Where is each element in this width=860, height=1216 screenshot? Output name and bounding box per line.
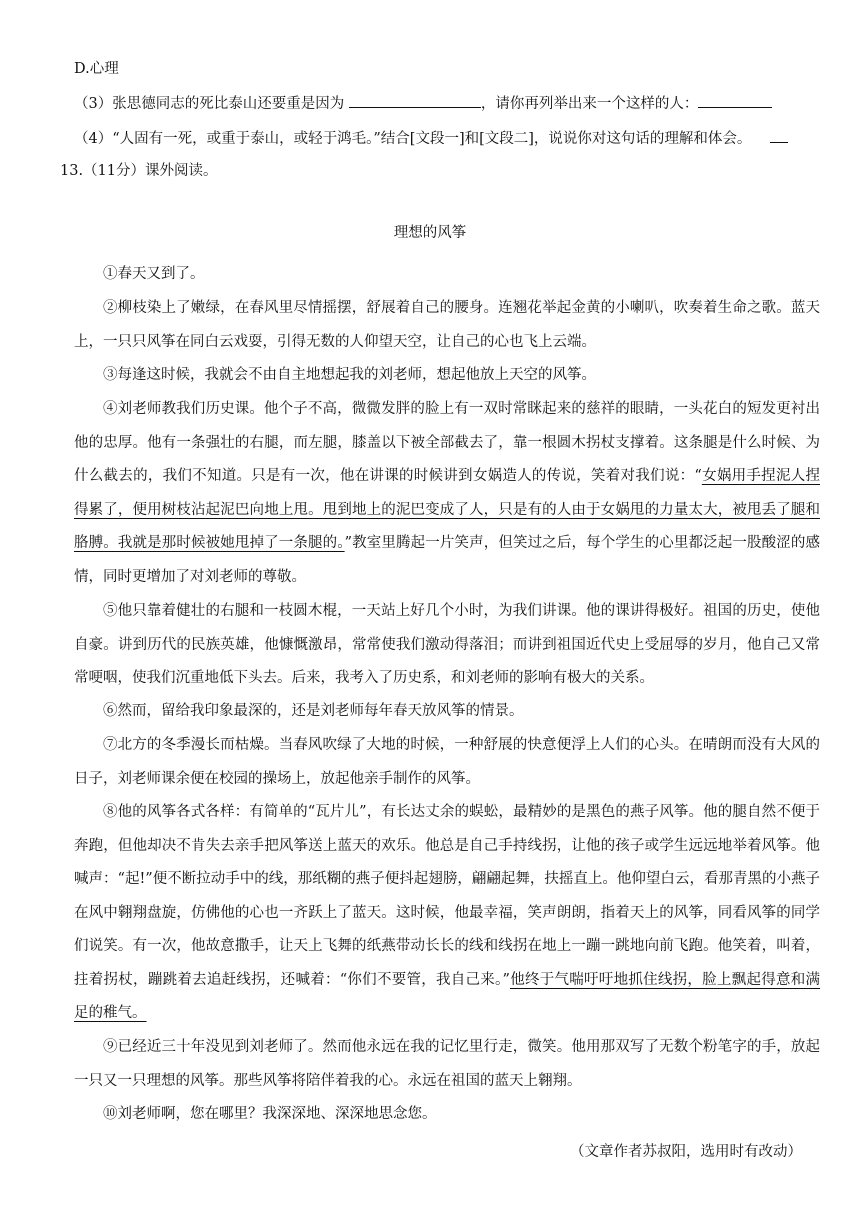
paragraph-4-underlined: 女娲用手捏泥人捏得累了，便用树枝沾起泥巴向地上甩。甩到地上的泥巴变成了人，只是有的人由于女娲甩的力量太大，被甩丢了腿和胳膊。我就是那时候被她甩掉了一条腿的。	[74, 468, 820, 551]
paragraph-3: ③每逢这时候，我就会不由自主地想起我的刘老师，想起他放上天空的风筝。	[103, 367, 596, 383]
question-3-prefix: （3）张思德同志的死比泰山还要重是因为	[74, 96, 345, 112]
answer-blank-1[interactable]	[349, 93, 481, 108]
question-4-text: （4）“人固有一死，或重于泰山，或轻于鸿毛。”结合[文段一]和[文段二]，说说你对这句话的理解和体会。	[74, 131, 752, 147]
paragraph-8-text: ⑧他的风筝各式各样：有简单的“瓦片儿”，有长达丈余的蜈蚣，最精妙的是黑色的燕子风筝。他的腿自然不便于奔跑，但他却决不肯失去亲手把风筝送上蓝天的欢乐。他总是自己手持线拐，让他的孩子或学生远远地举着风筝。他喊声：“起!”便不断拉动手中的线，那纸糊的燕子便抖起翅膀，翩翩起舞，扶摇直上。他仰望白云，看那青黑的小燕子在风中翱翔盘旋，仿佛他的心也一齐跃上了蓝天。这时候，他最幸福，笑声朗朗，指着天上的风筝，同看风筝的同学们说笑。有一次，他故意撒手，让天上飞舞的纸燕带动长长的线和线拐在地上一蹦一跳地向前飞跑。他笑着，叫着，拄着拐杖，蹦跳着去追赶线拐，还喊着：“你们不要管，我自己来。”	[74, 804, 820, 988]
question-13-heading: 13.（11分）课外阅读。	[60, 163, 218, 179]
question-4	[74, 128, 820, 149]
paragraph-4-text-a: ④刘老师教我们历史课。他个子不高，微微发胖的脸上有一双时常眯起来的慈祥的眼睛，一头花白的短发更衬出他的忠厚。他有一条强壮的右腿，而左腿，膝盖以下被全部截去了，靠一根圆木拐杖支撑着。这条腿是什么时候、为什么截去的，我们不知道。只是有一次，他在讲课的时候讲到女娲造人的传说，笑着对我们说：“	[74, 401, 820, 484]
paragraph-9: ⑨已经近三十年没见到刘老师了。然而他永远在我的记忆里行走，微笑。他用那双写了无数个粉笔字的手，放起一只又一只理想的风筝。那些风筝将陪伴着我的心。永远在祖国的蓝天上翱翔。	[74, 1039, 820, 1089]
question-3-middle: ，请你再列举出来一个这样的人：	[480, 96, 699, 112]
answer-blank-3[interactable]	[770, 128, 788, 143]
paragraph-8-underlined: 他终于气喘吁吁地抓住线拐，脸上飘起得意和满足的稚气。	[74, 971, 820, 1021]
paragraph-2: ②柳枝染上了嫩绿，在春风里尽情摇摆，舒展着自己的腰身。连翘花举起金黄的小喇叭，吹奏着生命之歌。蓝天上，一只只风筝在同白云戏耍，引得无数的人仰望天空，让自己的心也飞上云端。	[74, 300, 820, 350]
paragraph-5: ⑤他只靠着健壮的右腿和一枝圆木棍，一天站上好几个小时，为我们讲课。他的课讲得极好。祖国的历史，使他自豪。讲到历代的民族英雄，他慷慨激昂，常常使我们激动得落泪；而讲到祖国近代史上受屈辱的岁月，他自己又常常哽咽，使我们沉重地低下头去。后来，我考入了历史系，和刘老师的影响有极大的关系。	[74, 603, 820, 686]
question-3	[74, 93, 820, 114]
paragraph-4-text-b: ”教室里腾起一片笑声，但笑过之后，每个学生的心里都泛起一股酸涩的感情，同时更增加了对刘老师的尊敬。	[74, 535, 820, 585]
paragraph-4	[74, 393, 820, 594]
paragraph-8	[74, 796, 820, 1031]
paragraph-6: ⑥然而，留给我印象最深的，还是刘老师每年春天放风筝的情景。	[103, 703, 524, 719]
article-title: 理想的风筝	[393, 225, 467, 241]
paragraph-1: ①春天又到了。	[103, 266, 205, 282]
paragraph-10: ⑩刘老师啊，您在哪里？我深深地、深深地思念您。	[103, 1106, 437, 1122]
paragraph-7: ⑦北方的冬季漫长而枯燥。当春风吹绿了大地的时候，一种舒展的快意便浮上人们的心头。在晴朗而没有大风的日子，刘老师课余便在校园的操场上，放起他亲手制作的风筝。	[74, 737, 820, 787]
option-d: D.心理	[74, 61, 119, 77]
article-source: （文章作者苏叔阳，选用时有改动）	[570, 1144, 802, 1160]
answer-blank-2[interactable]	[698, 93, 772, 108]
